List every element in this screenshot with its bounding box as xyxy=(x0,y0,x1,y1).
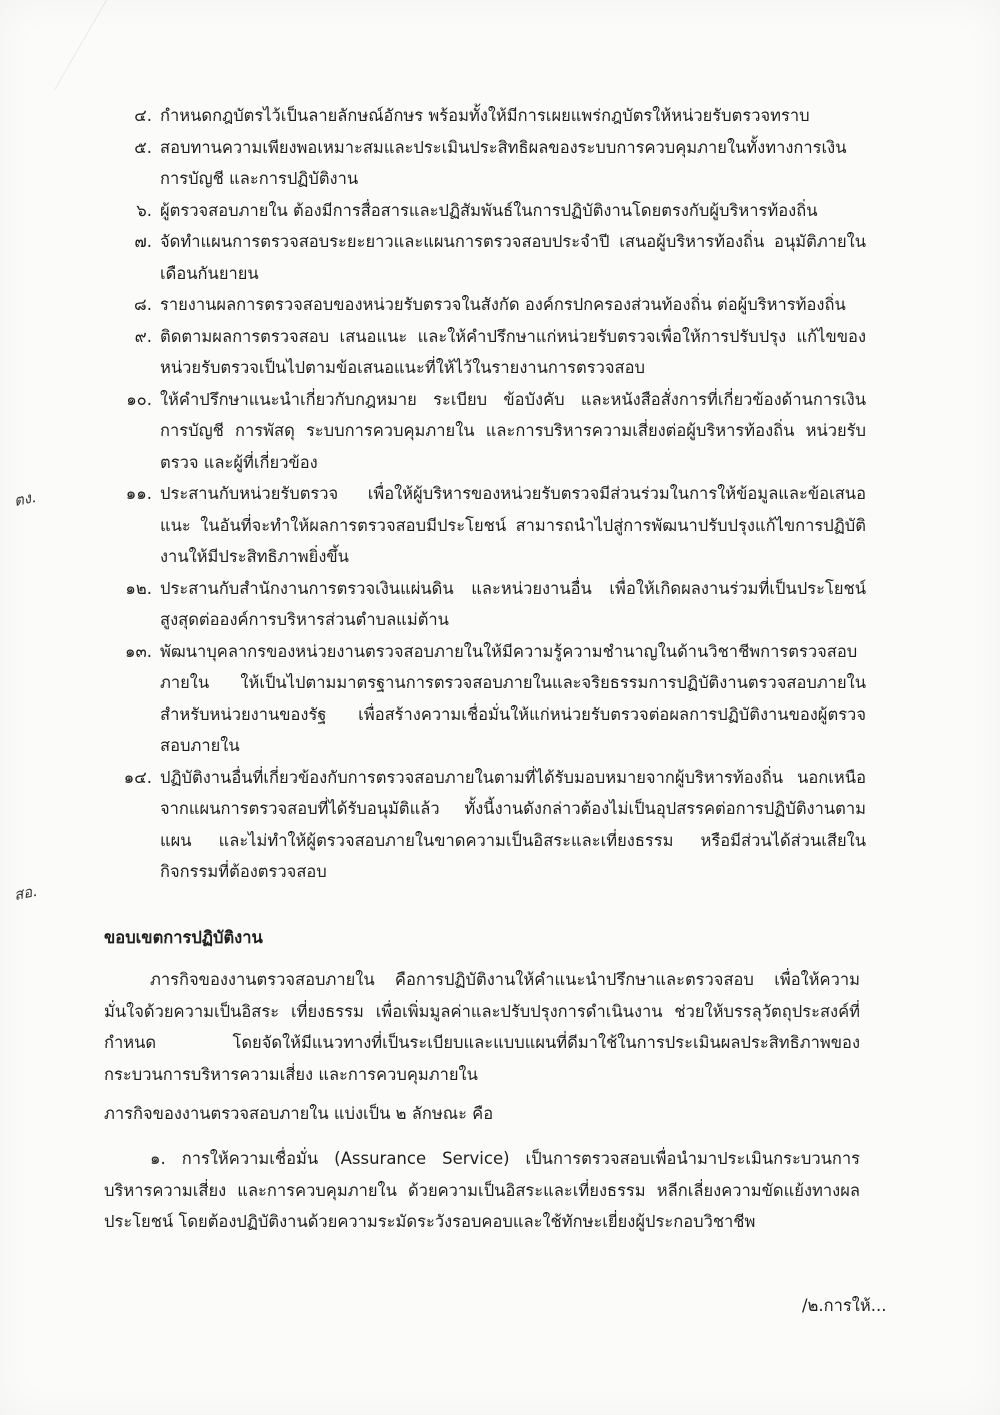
item-number: ๘. xyxy=(134,295,152,314)
list-item xyxy=(106,226,866,289)
item-number: ๖. xyxy=(136,200,152,220)
scan-artifact xyxy=(54,0,167,90)
page-continuation-marker: /๒.การให้... xyxy=(802,1296,887,1315)
item-number: ๙. xyxy=(134,326,152,346)
list-item xyxy=(106,195,866,227)
list-item xyxy=(106,132,866,195)
item-number: ๔. xyxy=(134,106,152,125)
item-number: ๑๑. xyxy=(125,484,152,503)
scope-intro-paragraph: ภารกิจของงานตรวจสอบภายใน คือการปฏิบัติงานให้คำแนะนำปรึกษาและตรวจสอบ เพื่อให้ความมั่นใจด้วยความเป็นอิสระ เที่ยงธรรม เพื่อเพิ่มมูลค่าและปรับปรุงการดำเนินงาน ช่วยให้บรรลุวัตถุประสงค์ที่กำหนด โดยจัดให้มีแนวทางที่เป็นระเบียบและแบบแผนที่ดีมาใช้ในการประเมินผลประสิทธิภาพของกระบวนการบริหารความเสี่ยง และการควบคุมภายใน xyxy=(104,970,860,1084)
item-text: รายงานผลการตรวจสอบของหน่วยรับตรวจในสังกัด องค์กรปกครองส่วนท้องถิ่น ต่อผู้บริหารท้องถิ่น xyxy=(160,295,846,314)
section-heading: ขอบเขตการปฏิบัติงาน xyxy=(104,928,263,947)
handwritten-margin-note: ตง. xyxy=(12,487,38,511)
list-item xyxy=(106,384,866,479)
item-number: ๕. xyxy=(134,137,152,157)
item-text: กำหนดกฎบัตรไว้เป็นลายลักษณ์อักษร พร้อมทั้งให้มีการเผยแพร่กฎบัตรให้หน่วยรับตรวจทราบ xyxy=(160,106,810,125)
item-text: สอบทานความเพียงพอเหมาะสมและประเมินประสิทธิผลของระบบการควบคุมภายในทั้งทางการเงิน การบัญชี และการปฏิบัติงาน xyxy=(160,137,847,188)
mission-types-line: ภารกิจของงานตรวจสอบภายใน แบ่งเป็น ๒ ลักษณะ คือ xyxy=(104,1104,494,1123)
item-number: ๑๓. xyxy=(125,641,152,661)
list-item xyxy=(106,573,866,636)
item-text: ผู้ตรวจสอบภายใน ต้องมีการสื่อสารและปฏิสัมพันธ์ในการปฏิบัติงานโดยตรงกับผู้บริหารท้องถิ่น xyxy=(160,200,818,220)
list-item xyxy=(106,636,866,762)
item-number: ๗. xyxy=(134,232,152,251)
assurance-service-paragraph: ๑. การให้ความเชื่อมั่น (Assurance Service) เป็นการตรวจสอบเพื่อนำมาประเมินกระบวนการบริหารความเสี่ยง และการควบคุมภายใน ด้วยความเป็นอิสระและเที่ยงธรรม หลีกเลี่ยงความขัดแย้งทางผลประโยชน์ โดยต้องปฏิบัติงานด้วยความระมัดระวังรอบคอบและใช้ทักษะเยี่ยงผู้ประกอบวิชาชีพ xyxy=(104,1149,860,1231)
item-text: ให้คำปรึกษาแนะนำเกี่ยวกับกฎหมาย ระเบียบ ข้อบังคับ และหนังสือสั่งการที่เกี่ยวข้องด้านการเงิน การบัญชี การพัสดุ ระบบการควบคุมภายใน และการบริหารความเสี่ยงต่อผู้บริหารท้องถิ่น หน่วยรับตรวจ และผู้ที่เกี่ยวข้อง xyxy=(160,389,866,472)
list-item xyxy=(106,289,866,321)
handwritten-margin-note: สอ. xyxy=(12,881,39,905)
item-number: ๑๔. xyxy=(123,767,152,787)
item-number: ๑๐. xyxy=(126,389,152,409)
item-text: ปฏิบัติงานอื่นที่เกี่ยวข้องกับการตรวจสอบภายในตามที่ได้รับมอบหมายจากผู้บริหารท้องถิ่น นอกเหนือจากแผนการตรวจสอบที่ได้รับอนุมัติแล้ว ทั้งนี้งานดังกล่าวต้องไม่เป็นอุปสรรคต่อการปฏิบัติงานตามแผน และไม่ทำให้ผู้ตรวจสอบภายในขาดความเป็นอิสระและเที่ยงธรรม หรือมีส่วนได้ส่วนเสียในกิจกรรมที่ต้องตรวจสอบ xyxy=(160,767,866,881)
item-text: จัดทำแผนการตรวจสอบระยะยาวและแผนการตรวจสอบประจำปี เสนอผู้บริหารท้องถิ่น อนุมัติภายในเดือนกันยายน xyxy=(160,232,866,283)
list-item xyxy=(106,100,866,132)
item-text: พัฒนาบุคลากรของหน่วยงานตรวจสอบภายในให้มีความรู้ความชำนาญในด้านวิชาชีพการตรวจสอบภายใน ให้เป็นไปตามมาตรฐานการตรวจสอบภายในและจริยธรรมการปฏิบัติงานตรวจสอบภายในสำหรับหน่วยงานของรัฐ เพื่อสร้างความเชื่อมั่นให้แก่หน่วยรับตรวจต่อผลการปฏิบัติงานของผู้ตรวจสอบภายใน xyxy=(160,641,866,755)
list-item xyxy=(106,762,866,888)
duties-list xyxy=(106,100,866,888)
item-text: ประสานกับสำนักงานการตรวจเงินแผ่นดิน และหน่วยงานอื่น เพื่อให้เกิดผลงานร่วมที่เป็นประโยชน์สูงสุดต่อองค์การบริหารส่วนตำบลแม่ต้าน xyxy=(160,578,866,629)
list-item xyxy=(106,478,866,573)
item-number: ๑๒. xyxy=(125,578,152,598)
item-text: ติดตามผลการตรวจสอบ เสนอแนะ และให้คำปรึกษาแก่หน่วยรับตรวจเพื่อให้การปรับปรุง แก้ไขของหน่วยรับตรวจเป็นไปตามข้อเสนอแนะที่ให้ไว้ในรายงานการตรวจสอบ xyxy=(160,326,866,377)
list-item xyxy=(106,321,866,384)
item-text: ประสานกับหน่วยรับตรวจ เพื่อให้ผู้บริหารของหน่วยรับตรวจมีส่วนร่วมในการให้ข้อมูลและข้อเสนอแนะ ในอันที่จะทำให้ผลการตรวจสอบมีประโยชน์ สามารถนำไปสู่การพัฒนาปรับปรุงแก้ไขการปฏิบัติงานให้มีประสิทธิภาพยิ่งขึ้น xyxy=(160,484,866,566)
